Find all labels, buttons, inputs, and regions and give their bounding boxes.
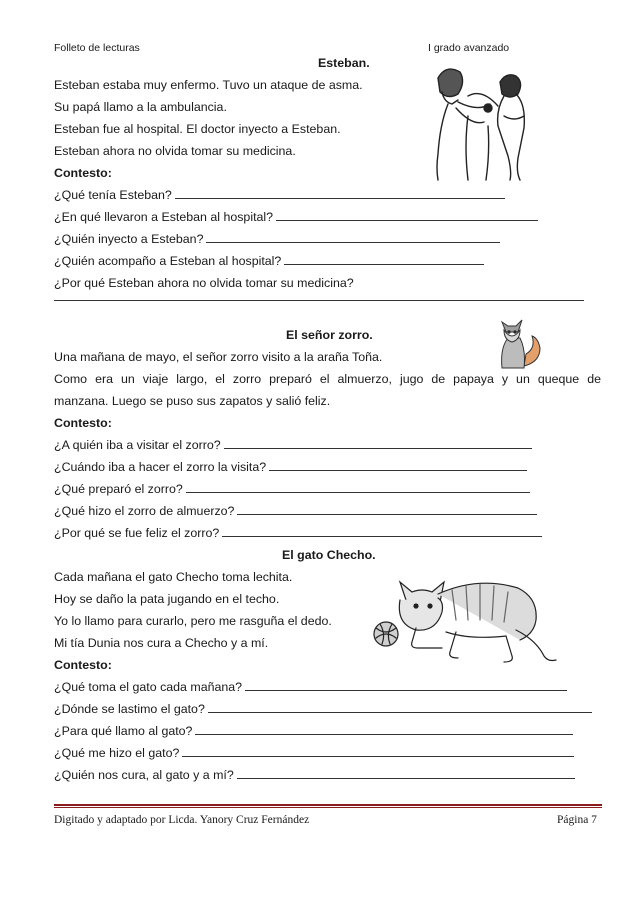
answer-blank[interactable]: [186, 491, 530, 493]
question-text: ¿A quién iba a visitar el zorro?: [54, 438, 221, 452]
question-row: [54, 188, 505, 202]
question-row: [54, 460, 527, 474]
answer-blank[interactable]: [195, 733, 573, 735]
story2-line: Una mañana de mayo, el señor zorro visito a la araña Toña.: [54, 350, 383, 364]
answer-blank[interactable]: [208, 711, 592, 713]
question-row: [54, 702, 592, 716]
story1-contesto: Contesto:: [54, 166, 112, 180]
question-text: ¿Qué me hizo el gato?: [54, 746, 180, 760]
story3-line: Hoy se daño la pata jugando en el techo.: [54, 592, 280, 606]
question-text: ¿Dónde se lastimo el gato?: [54, 702, 205, 716]
footer-divider-thin: [54, 807, 602, 808]
answer-blank[interactable]: [222, 535, 542, 537]
answer-blank[interactable]: [245, 689, 567, 691]
question-text: ¿Por qué se fue feliz el zorro?: [54, 526, 220, 540]
header-right: I grado avanzado: [428, 42, 510, 54]
question-text: ¿Qué toma el gato cada mañana?: [54, 680, 243, 694]
question-text: ¿Para qué llamo al gato?: [54, 724, 193, 738]
footer-divider: [54, 804, 602, 806]
question-row: [54, 504, 537, 518]
story2-contesto: Contesto:: [54, 416, 112, 430]
header-left: Folleto de lecturas: [54, 42, 140, 54]
question-row: [54, 526, 542, 540]
question-text: ¿Cuándo iba a hacer el zorro la visita?: [54, 460, 267, 474]
question-text: ¿Por qué Esteban ahora no olvida tomar su medicina?: [54, 276, 354, 290]
question-row: [54, 438, 532, 452]
story1-title: Esteban.: [318, 56, 370, 70]
story1-line: Esteban ahora no olvida tomar su medicina.: [54, 144, 296, 158]
story2-line: manzana. Luego se puso sus zapatos y salió feliz.: [54, 394, 331, 408]
answer-blank[interactable]: [284, 263, 484, 265]
story3-line: Cada mañana el gato Checho toma lechita.: [54, 570, 293, 584]
question-row: [54, 232, 500, 246]
story3-title: El gato Checho.: [282, 548, 376, 562]
question-text: ¿Qué hizo el zorro de almuerzo?: [54, 504, 235, 518]
question-row: [54, 254, 484, 268]
answer-blank[interactable]: [224, 447, 532, 449]
story3-contesto: Contesto:: [54, 658, 112, 672]
answer-blank[interactable]: [276, 219, 538, 221]
question-row: [54, 482, 530, 496]
answer-blank[interactable]: [206, 241, 500, 243]
answer-blank[interactable]: [175, 197, 505, 199]
story3-line: Yo lo llamo para curarlo, pero me rasguña el dedo.: [54, 614, 332, 628]
story1-line: Esteban fue al hospital. El doctor inyecto a Esteban.: [54, 122, 341, 136]
question-text: ¿Quién inyecto a Esteban?: [54, 232, 204, 246]
story1-line: Su papá llamo a la ambulancia.: [54, 100, 227, 114]
story2-title: El señor zorro.: [286, 328, 373, 342]
answer-blank[interactable]: [269, 469, 527, 471]
question-text: ¿Qué tenía Esteban?: [54, 188, 172, 202]
story1-line: Esteban estaba muy enfermo. Tuvo un ataque de asma.: [54, 78, 363, 92]
footer-credit: Digitado y adaptado por Licda. Yanory Cruz Fernández: [54, 814, 310, 826]
cat-with-yarn-illustration: [366, 570, 566, 666]
page-number: Página 7: [557, 814, 597, 826]
answer-blank[interactable]: [182, 755, 574, 757]
answer-blank[interactable]: [54, 300, 584, 301]
question-row: [54, 680, 567, 694]
story2-line: Como era un viaje largo, el zorro preparó el almuerzo, jugo de papaya y un queque de: [54, 372, 601, 386]
answer-blank[interactable]: [237, 777, 575, 779]
question-text: ¿Quién nos cura, al gato y a mí?: [54, 768, 234, 782]
question-text: ¿Qué preparó el zorro?: [54, 482, 183, 496]
doctor-child-illustration: [428, 56, 538, 184]
question-row: [54, 746, 574, 760]
fox-illustration: [494, 314, 544, 370]
question-text: ¿En qué llevaron a Esteban al hospital?: [54, 210, 274, 224]
question-text: ¿Quién acompaño a Esteban al hospital?: [54, 254, 282, 268]
question-row: [54, 768, 575, 782]
question-row: [54, 210, 538, 224]
question-row: [54, 724, 573, 738]
answer-blank[interactable]: [237, 513, 537, 515]
story3-line: Mi tía Dunia nos cura a Checho y a mí.: [54, 636, 269, 650]
